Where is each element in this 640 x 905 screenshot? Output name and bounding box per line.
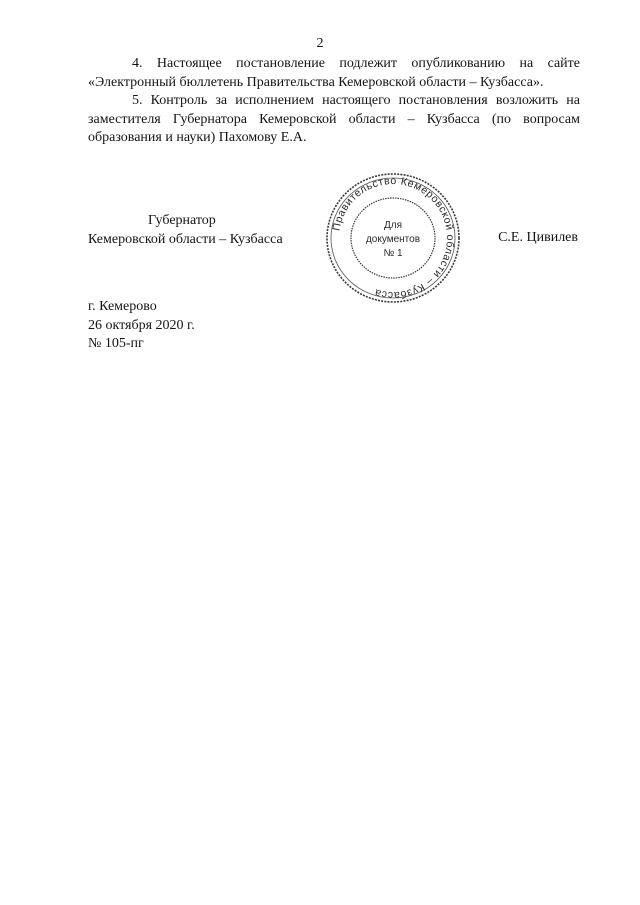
footer-date: 26 октября 2020 г.	[88, 317, 195, 333]
official-seal	[323, 168, 463, 308]
signatory-title: Губернатор	[148, 213, 216, 228]
document-body	[88, 55, 580, 148]
seal-center-line-3: № 1	[383, 248, 403, 259]
paragraph-4: 4. Настоящее постановление подлежит опубликованию на сайте «Электронный бюллетень Правительства Кемеровской области – Кузбасса».	[88, 56, 580, 90]
seal-outer-text: Правительство Кемеровской области – Кузбасса	[330, 174, 457, 302]
signatory-region: Кемеровской области – Кузбасса	[88, 231, 283, 247]
seal-center-line-1: Для	[383, 220, 403, 231]
footer-number: № 105-пг	[88, 336, 144, 351]
signatory-name: С.Е. Цивилев	[498, 230, 578, 245]
signatory-position	[88, 212, 283, 249]
paragraph-5: 5. Контроль за исполнением настоящего постановления возложить на заместителя Губернатора Кемеровской области – Кузбасса (по вопросам образования и науки) Пахомову Е.А.	[88, 93, 580, 145]
seal-center-line-2: документов	[365, 234, 421, 245]
footer-city: г. Кемерово	[88, 299, 157, 314]
document-footer	[88, 298, 195, 354]
page-number: 2	[316, 36, 324, 51]
